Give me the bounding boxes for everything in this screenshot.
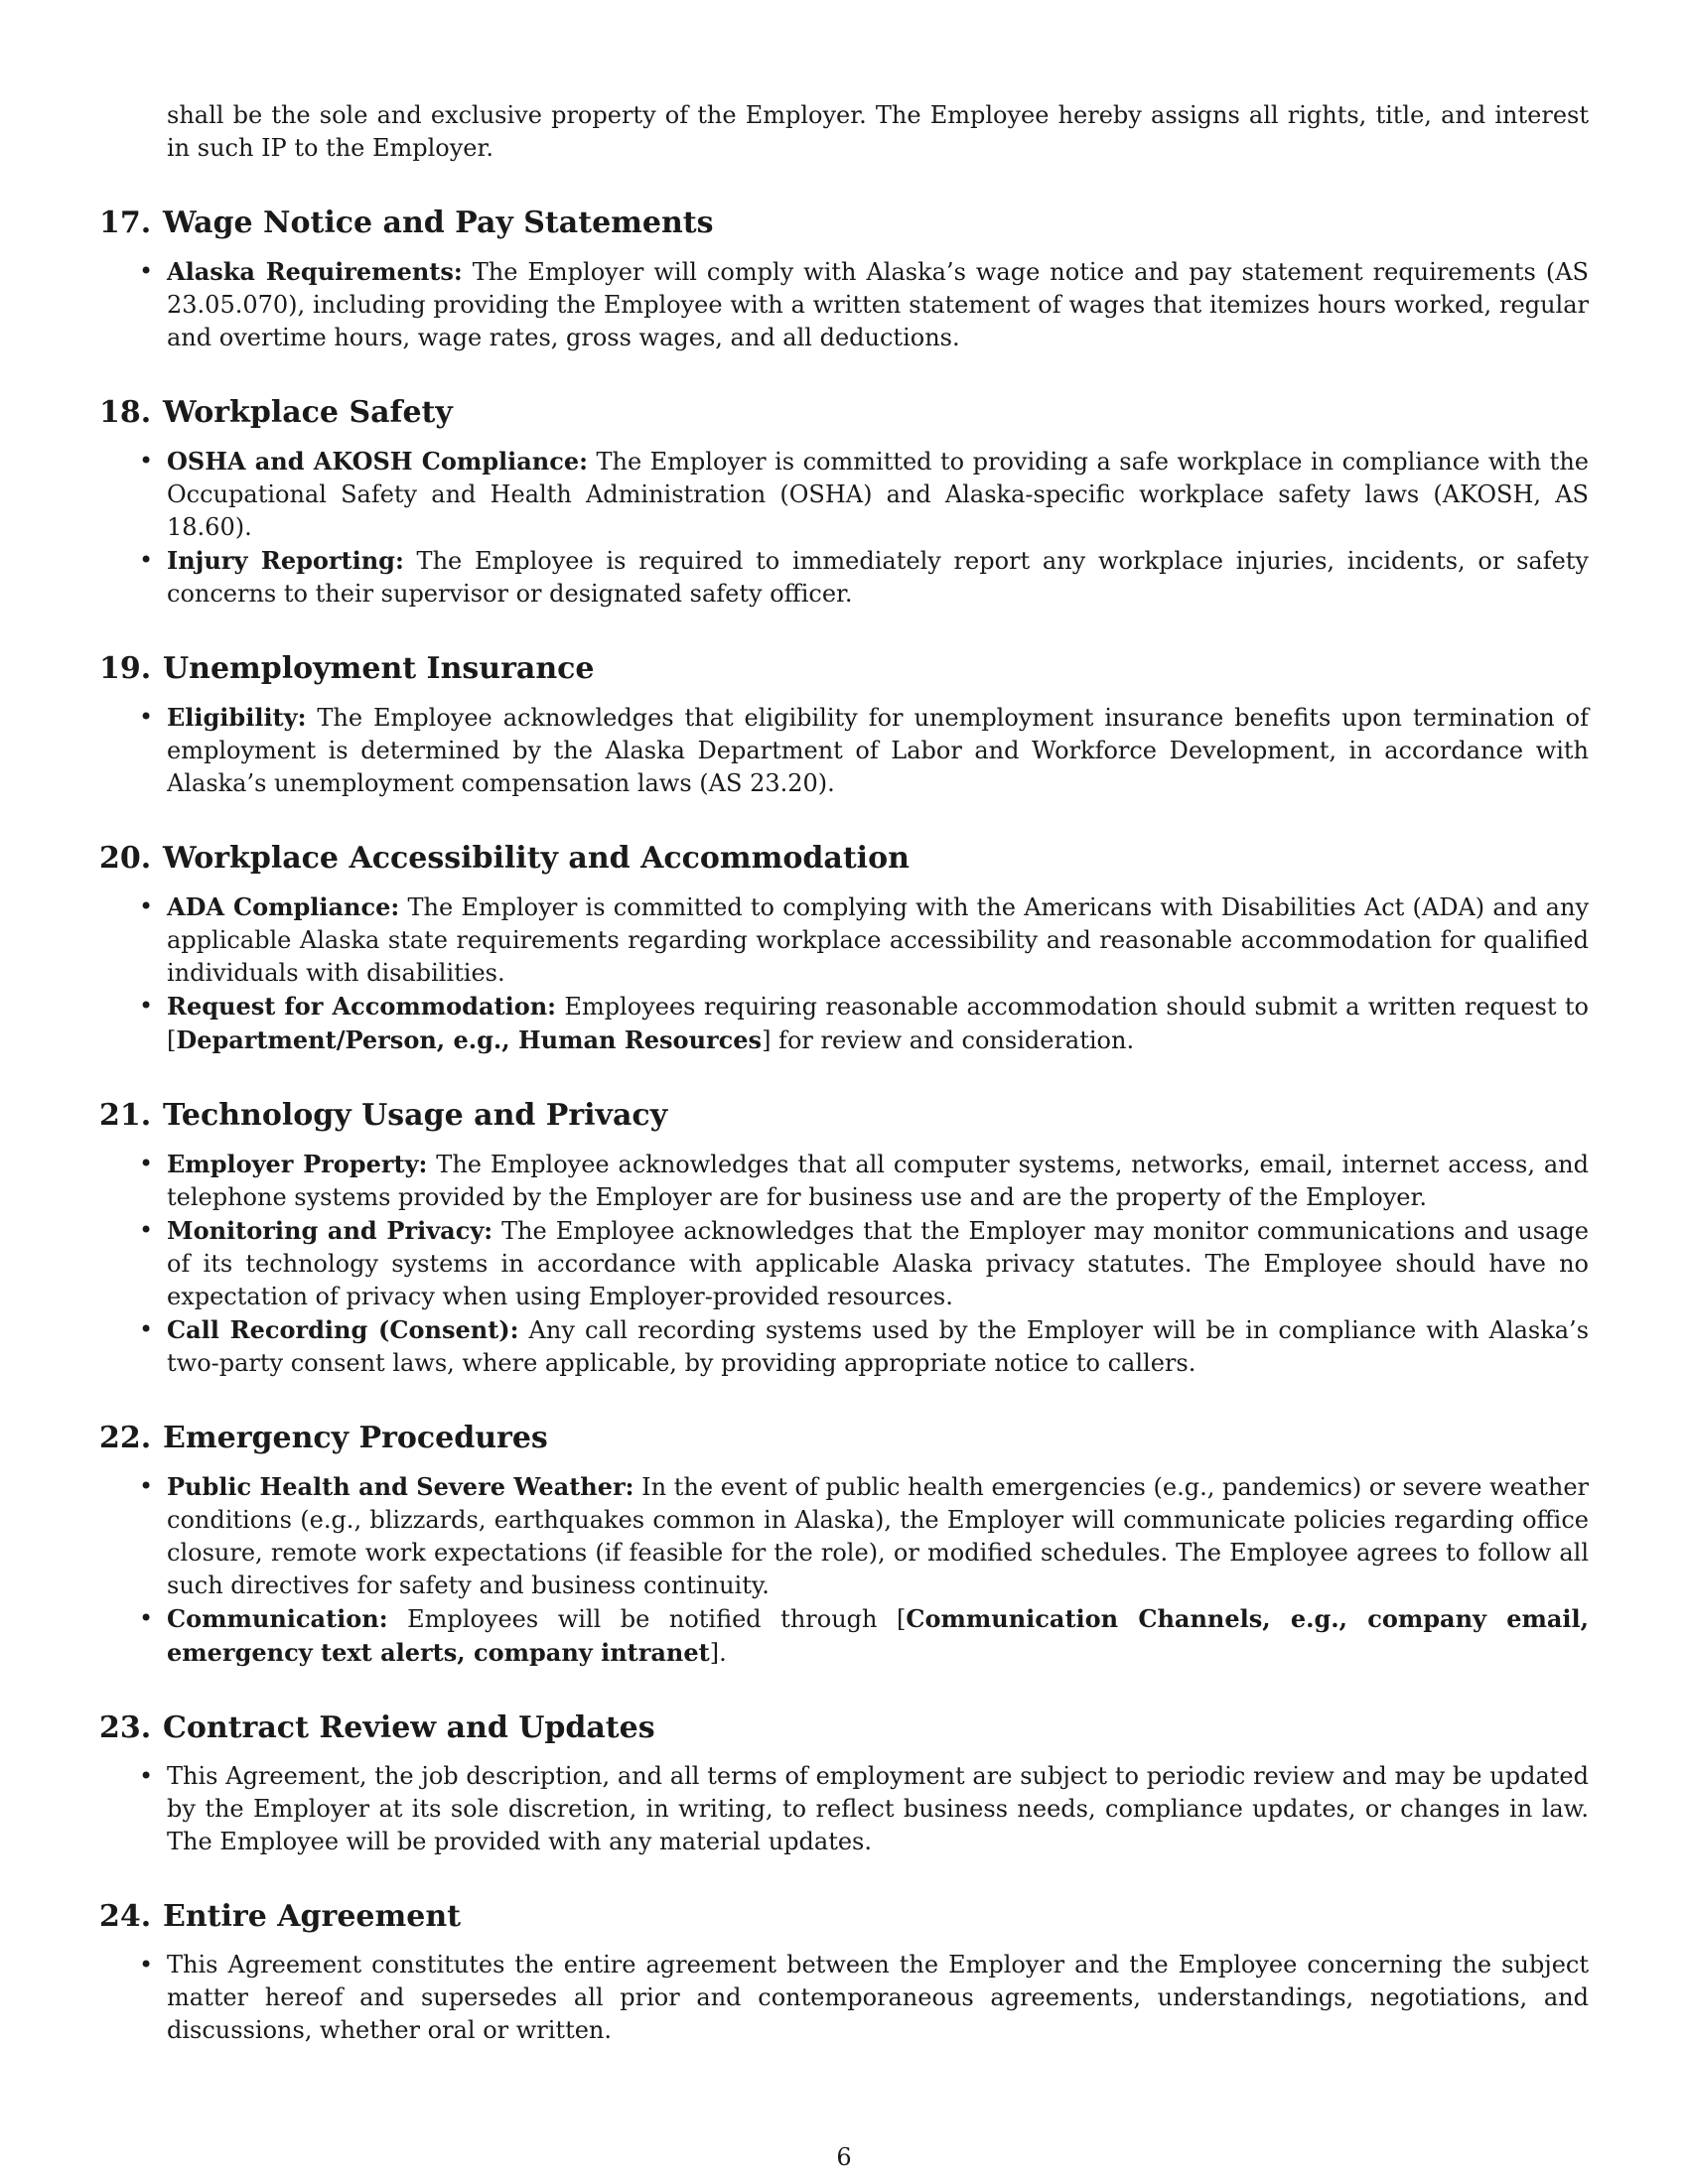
list-item — [139, 701, 1589, 800]
item-label: Monitoring and Privacy: — [167, 1216, 493, 1245]
bullet-icon: • — [139, 1762, 154, 1790]
item-text: The Employee acknowledges that all computer systems, networks, email, internet access, and telephone systems provided by the Employer are for business use and are the property of the Employer. — [167, 1151, 1590, 1211]
item-label: Employer Property: — [167, 1150, 428, 1178]
item-text: In the event of public health emergencies (e.g., pandemics) or severe weather conditions (e.g., blizzards, earthquakes common in Alaska), the Employer will communicate policies regarding office closure, remote work expectations (if feasible for the role), or modified schedules. The Employee agrees to follow all such directives for safety and business continuity. — [167, 1473, 1589, 1599]
document-page — [99, 99, 1589, 2047]
bullet-icon: • — [139, 1216, 154, 1244]
bullet-list — [99, 1760, 1589, 1858]
bullet-list — [99, 1148, 1589, 1380]
section-title: Entire Agreement — [163, 1899, 461, 1934]
bullet-icon: • — [139, 1604, 154, 1632]
section — [99, 1710, 1589, 1858]
section-number: 21. — [99, 1098, 152, 1133]
section-title: Technology Usage and Privacy — [163, 1098, 668, 1133]
bullet-icon: • — [139, 546, 154, 574]
item-text: Any call recording systems used by the Employer will be in compliance with Alaska’s two-party consent laws, where applicable, by providing appropriate notice to callers. — [167, 1316, 1590, 1377]
item-label: ADA Compliance: — [167, 892, 400, 921]
item-label: Communication: — [167, 1604, 388, 1633]
section — [99, 205, 1589, 354]
section-heading — [99, 395, 1589, 431]
item-label: OSHA and AKOSH Compliance: — [167, 447, 588, 476]
section-title: Unemployment Insurance — [163, 651, 595, 686]
section-heading — [99, 1098, 1589, 1134]
list-item — [139, 544, 1589, 611]
bullet-icon: • — [139, 447, 154, 475]
section — [99, 1421, 1589, 1670]
section-number: 18. — [99, 395, 152, 430]
section — [99, 651, 1589, 800]
item-text: Employees requiring reasonable accommodation should submit a written request to [ — [167, 993, 1589, 1054]
section-heading — [99, 1421, 1589, 1456]
bullet-icon: • — [139, 703, 154, 731]
section-title: Contract Review and Updates — [163, 1710, 655, 1745]
list-item — [139, 1470, 1589, 1602]
list-item — [139, 1148, 1590, 1214]
bullet-icon: • — [139, 892, 154, 920]
carryover-paragraph: shall be the sole and exclusive property of the Employer. The Employee hereby assigns all rights, title, and interest in such IP to the Employer. — [167, 101, 1589, 162]
bullet-icon: • — [139, 1315, 154, 1343]
section-title: Workplace Safety — [163, 395, 453, 430]
section-number: 23. — [99, 1710, 152, 1745]
section-number: 24. — [99, 1899, 152, 1934]
section-title: Workplace Accessibility and Accommodation — [163, 841, 910, 876]
section-title: Emergency Procedures — [163, 1421, 548, 1455]
list-item — [139, 1313, 1590, 1380]
section-heading — [99, 205, 1589, 241]
item-label: Eligibility: — [167, 703, 307, 732]
section-heading — [99, 1710, 1589, 1746]
list-item — [139, 255, 1589, 354]
bullet-icon: • — [139, 257, 154, 285]
item-text: The Employer is committed to complying with the Americans with Disabilities Act (ADA) and any applicable Alaska state requirements regarding workplace accessibility and reasonable accommodation for qualified individuals with disabilities. — [167, 893, 1590, 987]
section-number: 20. — [99, 841, 152, 876]
bullet-list — [99, 445, 1589, 611]
list-item — [139, 890, 1590, 990]
item-text: The Employee is required to immediately report any workplace injuries, incidents, or safety concerns to their supervisor or designated safety officer. — [167, 547, 1589, 608]
section — [99, 1098, 1589, 1380]
item-placeholder: Communication Channels, e.g., company email, emergency text alerts, company intranet — [167, 1604, 1590, 1667]
item-label: Injury Reporting: — [167, 546, 404, 575]
section — [99, 1899, 1589, 2047]
item-text: Employees will be notified through [ — [387, 1605, 907, 1633]
section — [99, 841, 1589, 1057]
bullet-icon: • — [139, 992, 154, 1020]
bullet-icon: • — [139, 1951, 154, 1979]
item-text: The Employee acknowledges that the Employer may monitor communications and usage of its technology systems in accordance with applicable Alaska privacy statutes. The Employee should have no expectation of privacy when using Employer-provided resources. — [167, 1217, 1589, 1310]
item-placeholder: Department/Person, e.g., Human Resources — [176, 1025, 763, 1054]
section-number: 22. — [99, 1421, 152, 1455]
item-label: Alaska Requirements: — [167, 257, 463, 286]
list-item — [139, 1949, 1589, 2047]
item-text: The Employee acknowledges that eligibility for unemployment insurance benefits upon termination of employment is determined by the Alaska Department of Labor and Workforce Development, in accordance with Alaska’s unemployment compensation laws (AS 23.20). — [167, 704, 1589, 797]
section-number: 17. — [99, 205, 152, 240]
list-item — [139, 990, 1589, 1057]
section-title: Wage Notice and Pay Statements — [163, 205, 714, 240]
item-text: The Employer is committed to providing a safe workplace in compliance with the Occupational Safety and Health Administration (OSHA) and Alaska-specific workplace safety laws (AKOSH, AS 18.60). — [167, 448, 1589, 541]
bullet-list — [99, 1949, 1589, 2047]
list-item — [139, 1602, 1590, 1670]
page-number: 6 — [836, 2143, 852, 2171]
section-heading — [99, 1899, 1589, 1935]
list-item — [139, 445, 1589, 544]
section-heading — [99, 841, 1589, 877]
section — [99, 395, 1589, 611]
item-text: This Agreement, the job description, and all terms of employment are subject to periodic review and may be updated by the Employer at its sole discretion, in writing, to reflect business needs, compliance updates, or changes in law. The Employee will be provided with any material updates. — [167, 1762, 1589, 1855]
item-text-tail: ] for review and consideration. — [762, 1026, 1135, 1054]
item-text-tail: ]. — [709, 1639, 727, 1667]
item-text: This Agreement constitutes the entire agreement between the Employer and the Employee concerning the subject matter hereof and supersedes all prior and contemporaneous agreements, understandings, negotiations, and discussions, whether oral or written. — [167, 1951, 1589, 2044]
section-number: 19. — [99, 651, 152, 686]
sections-container — [99, 205, 1589, 2047]
bullet-list — [99, 890, 1589, 1057]
item-text: The Employer will comply with Alaska’s wage notice and pay statement requirements (AS 23.05.070), including providing the Employee with a written statement of wages that itemizes hours worked, regular and overtime hours, wage rates, gross wages, and all deductions. — [167, 258, 1589, 351]
item-label: Request for Accommodation: — [167, 992, 557, 1021]
list-item — [139, 1760, 1589, 1858]
section-heading — [99, 651, 1589, 687]
bullet-list — [99, 701, 1589, 800]
item-label: Call Recording (Consent): — [167, 1315, 519, 1344]
bullet-icon: • — [139, 1150, 154, 1177]
item-label: Public Health and Severe Weather: — [167, 1472, 634, 1501]
bullet-icon: • — [139, 1472, 154, 1500]
bullet-list — [99, 1470, 1589, 1670]
list-item — [139, 1214, 1589, 1313]
bullet-list — [99, 255, 1589, 354]
